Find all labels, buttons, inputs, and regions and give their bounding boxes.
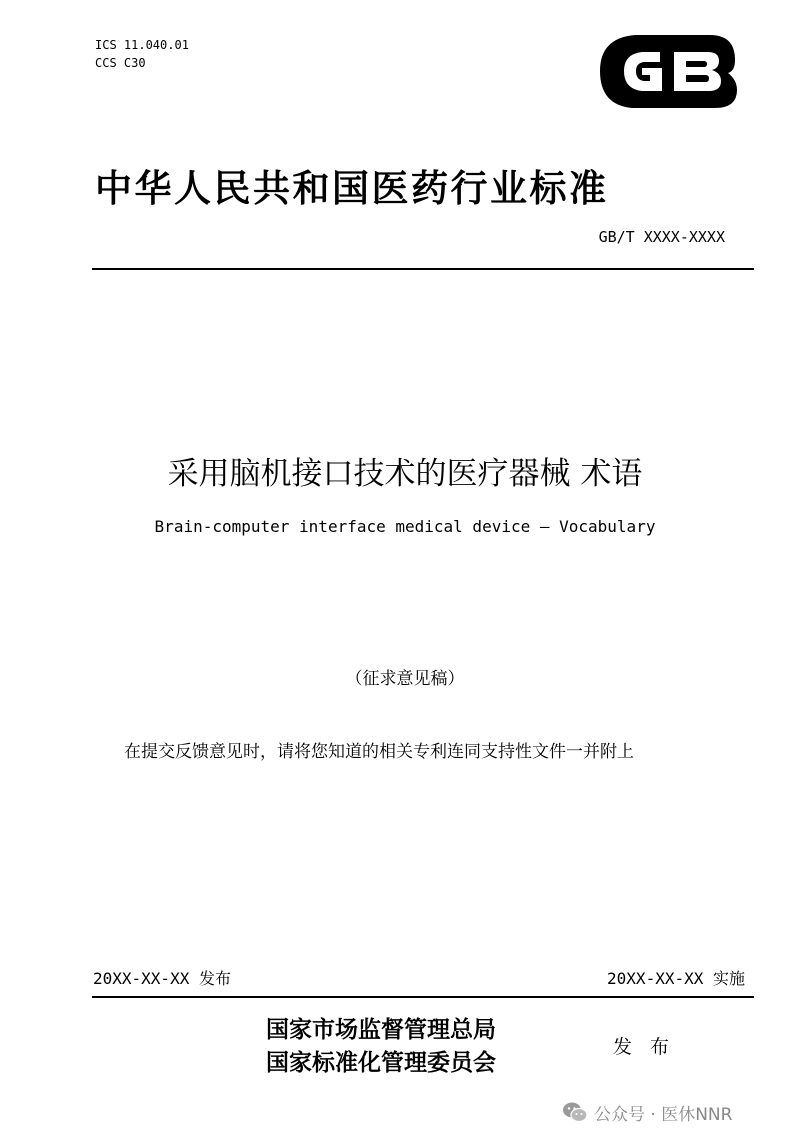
publish-label: 发 布 — [613, 1036, 676, 1058]
gb-logo — [590, 30, 740, 112]
ccs-code: CCS C30 — [95, 56, 146, 70]
standard-number: GB/T XXXX-XXXX — [598, 228, 725, 246]
ics-code: ICS 11.040.01 — [95, 38, 189, 52]
bottom-divider — [92, 996, 754, 998]
watermark — [562, 1098, 732, 1126]
implementation-date: 20XX-XX-XX 实施 — [607, 969, 745, 988]
patent-notice: 在提交反馈意见时，请将您知道的相关专利连同支持性文件一并附上 — [124, 742, 634, 762]
main-title: 中华人民共和国医药行业标准 — [95, 167, 609, 210]
issue-date: 20XX-XX-XX 发布 — [93, 969, 231, 988]
draft-label: （征求意见稿） — [345, 669, 465, 689]
issuing-authorities — [266, 1014, 496, 1080]
wechat-icon — [562, 1101, 588, 1123]
top-divider — [92, 268, 754, 270]
issuer-samr: 国家市场监督管理总局 — [266, 1017, 496, 1043]
issuer-sac: 国家标准化管理委员会 — [266, 1050, 496, 1076]
document-title: 采用脑机接口技术的医疗器械 术语 — [167, 456, 643, 492]
ics-ccs-codes — [95, 36, 189, 72]
document-title-english: Brain-computer interface medical device — Vocabulary — [154, 517, 656, 536]
watermark-text: 公众号 · 医休NNR — [594, 1104, 733, 1125]
